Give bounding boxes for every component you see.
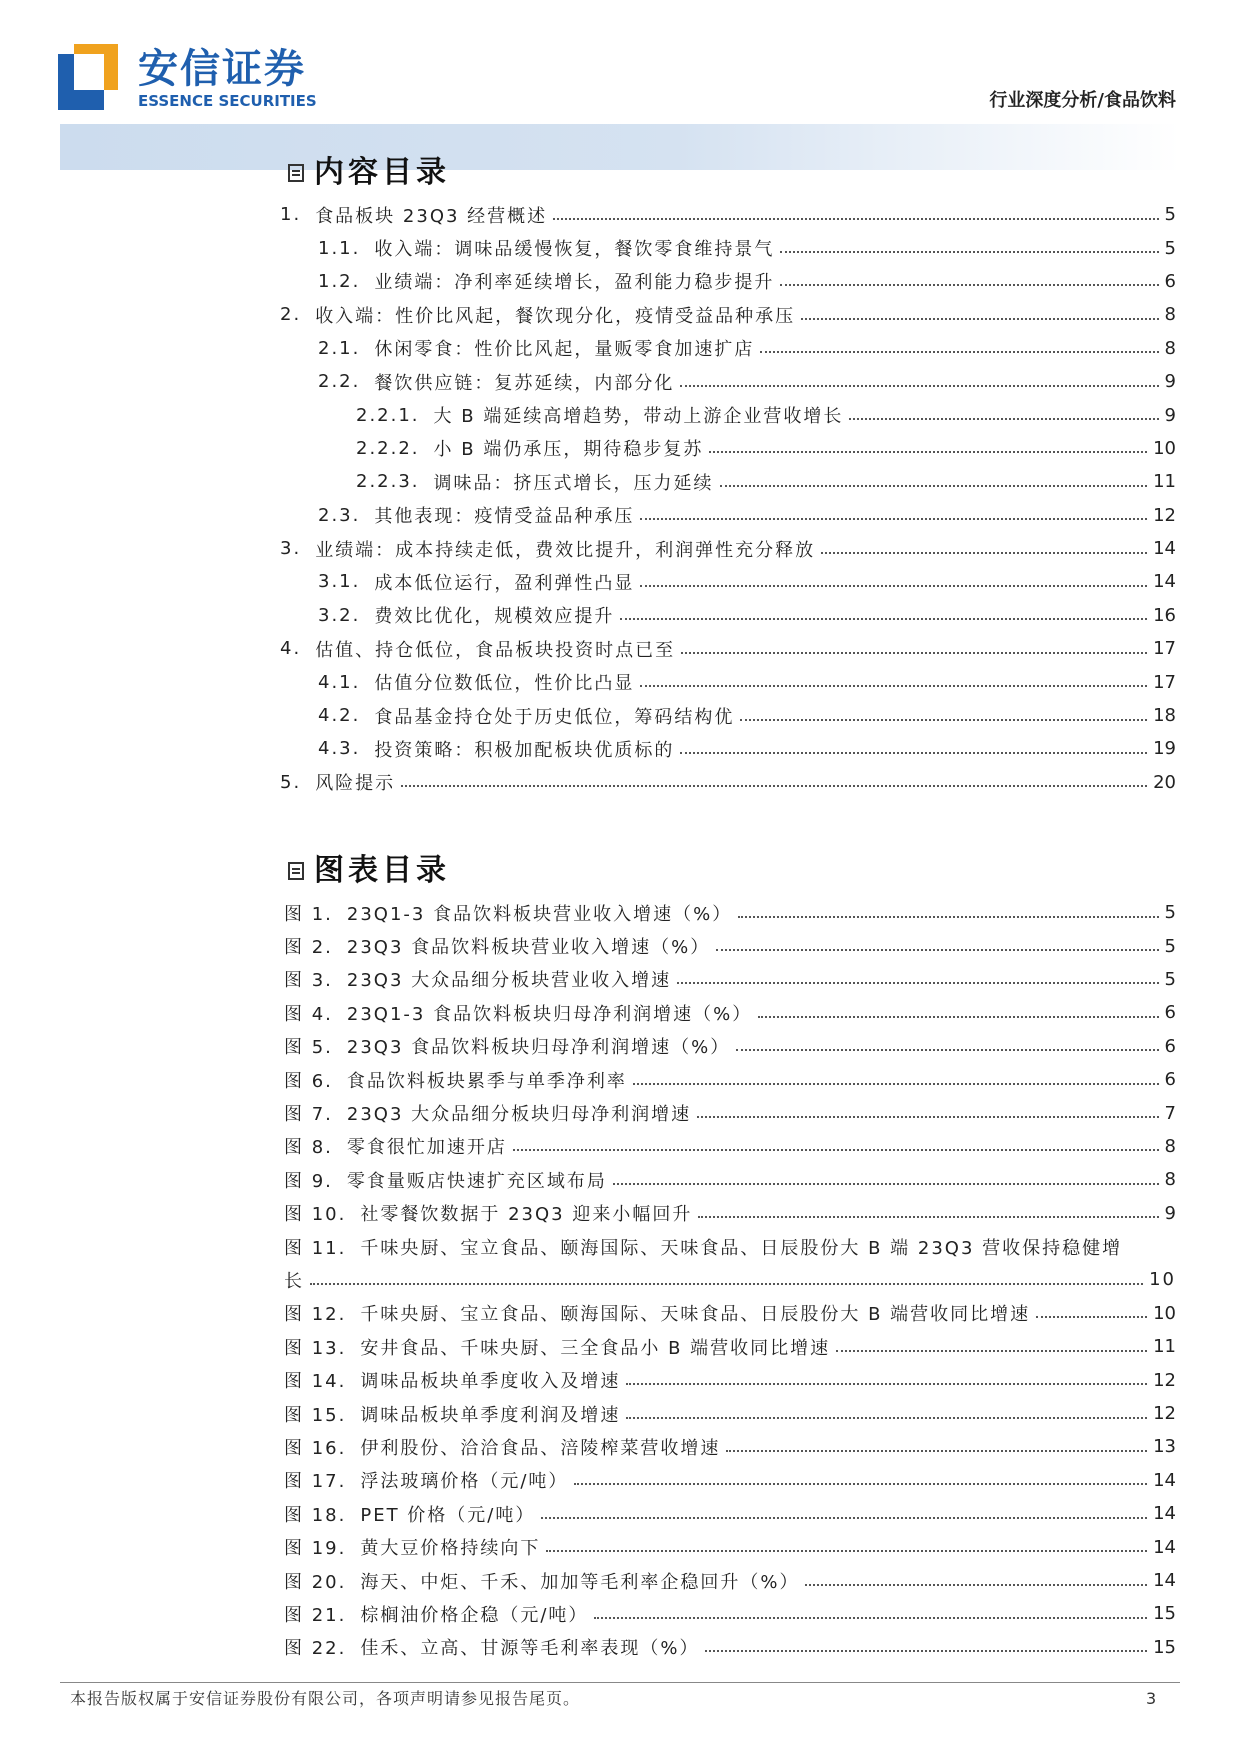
toc-entry-number: 4.2.	[318, 705, 361, 727]
report-category: 行业深度分析/食品饮料	[989, 90, 1176, 111]
dot-leader	[640, 685, 1147, 687]
toc-entry-page: 9	[1164, 371, 1176, 393]
figure-entry[interactable]	[272, 963, 1176, 996]
toc-entry-label: 业绩端：净利率延续增长，盈利能力稳步提升	[374, 272, 775, 294]
figure-entry-page: 9	[1164, 1202, 1176, 1224]
figure-entry-page: 14	[1153, 1536, 1176, 1558]
toc-entry-number: 1.	[280, 204, 302, 226]
figure-entry-page: 12	[1153, 1369, 1176, 1391]
dot-leader	[541, 1517, 1147, 1519]
figure-entry-label: 伊利股份、洽洽食品、涪陵榨菜营收增速	[360, 1437, 721, 1459]
toc-entry-label: 业绩端：成本持续走低，费效比提升，利润弹性充分释放	[315, 539, 816, 561]
dot-leader	[801, 318, 1158, 320]
figure-entry[interactable]	[272, 1564, 1176, 1597]
toc-entry[interactable]	[272, 432, 1176, 465]
dot-leader	[546, 1550, 1147, 1552]
figures-list	[272, 896, 1176, 1664]
toc-entry-number: 1.2.	[318, 270, 361, 292]
toc-entry-number: 2.2.3.	[356, 471, 420, 493]
toc-entry[interactable]	[272, 231, 1176, 264]
figure-entry-label: 千味央厨、宝立食品、颐海国际、天味食品、日辰股份大 B 端营收同比增速	[360, 1304, 1031, 1326]
toc-entry-label: 费效比优化，规模效应提升	[374, 606, 615, 628]
figure-entry[interactable]	[272, 1363, 1176, 1396]
figure-entry-label: 浮法玻璃价格（元/吨）	[360, 1471, 569, 1493]
toc-entry-label: 调味品：挤压式增长，压力延续	[433, 472, 714, 494]
document-icon	[288, 164, 304, 182]
logo-name-en: ESSENCE SECURITIES	[138, 92, 317, 110]
figure-entry-label: 23Q3 大众品细分板块归母净利润增速	[346, 1104, 692, 1126]
figures-section	[284, 850, 1176, 1664]
toc-section	[280, 152, 1176, 799]
toc-entry[interactable]	[272, 632, 1176, 665]
toc-entry[interactable]	[272, 665, 1176, 698]
figure-entry-number: 图 17.	[284, 1471, 347, 1493]
figure-entry-label: 安井食品、千味央厨、三全食品小 B 端营收同比增速	[360, 1337, 831, 1359]
toc-entry-page: 16	[1153, 604, 1176, 626]
figure-entry-number: 图 2.	[284, 937, 333, 959]
figure-entry-label: 零食很忙加速开店	[346, 1137, 507, 1159]
figure-entry-label: 食品饮料板块累季与单季净利率	[346, 1070, 627, 1092]
toc-entry-number: 2.3.	[318, 504, 361, 526]
dot-leader	[513, 1149, 1159, 1151]
dot-leader	[758, 1016, 1158, 1018]
figure-entry-page: 6	[1164, 1035, 1176, 1057]
toc-entry-label: 其他表现：疫情受益品种承压	[374, 506, 635, 528]
toc-entry-number: 3.1.	[318, 571, 361, 593]
figure-entry-label: 零食量贩店快速扩充区域布局	[346, 1170, 607, 1192]
toc-entry-page: 19	[1153, 738, 1176, 760]
toc-entry[interactable]	[272, 398, 1176, 431]
figure-entry-number: 图 11.	[284, 1237, 347, 1259]
figures-title: 图表目录	[314, 853, 450, 888]
dot-leader	[626, 1383, 1147, 1385]
figure-entry-page: 8	[1164, 1169, 1176, 1191]
dot-leader	[1036, 1316, 1147, 1318]
figure-entry-number: 图 12.	[284, 1304, 347, 1326]
toc-entry-page: 17	[1153, 638, 1176, 660]
figure-entry-page: 14	[1153, 1570, 1176, 1592]
figure-entry[interactable]	[272, 1464, 1176, 1497]
figure-entry[interactable]	[272, 1530, 1176, 1563]
figure-entry-label: 23Q3 大众品细分板块营业收入增速	[346, 970, 672, 992]
toc-entry[interactable]	[272, 532, 1176, 565]
figure-entry-page: 5	[1164, 968, 1176, 990]
figure-entry[interactable]	[272, 996, 1176, 1029]
dot-leader	[680, 385, 1158, 387]
dot-leader	[310, 1283, 1143, 1285]
figure-entry-page: 7	[1164, 1102, 1176, 1124]
toc-entry[interactable]	[272, 298, 1176, 331]
toc-entry-number: 2.	[280, 304, 302, 326]
dot-leader	[680, 752, 1147, 754]
dot-leader	[780, 251, 1158, 253]
dot-leader	[849, 418, 1158, 420]
toc-entry-page: 14	[1153, 571, 1176, 593]
figure-entry-page: 10	[1153, 1302, 1176, 1324]
dot-leader	[740, 719, 1147, 721]
figure-entry-label: 23Q1-3 食品饮料板块营业收入增速（%）	[346, 903, 733, 925]
figure-entry-number: 图 7.	[284, 1104, 333, 1126]
dot-leader	[760, 351, 1158, 353]
figure-entry-label: 23Q3 食品饮料板块归母净利润增速（%）	[346, 1037, 731, 1059]
figure-entry[interactable]	[272, 1330, 1176, 1363]
toc-entry-number: 4.1.	[318, 671, 361, 693]
toc-entry-page: 20	[1153, 771, 1176, 793]
dot-leader	[780, 284, 1158, 286]
toc-entry-page: 5	[1164, 204, 1176, 226]
toc-entry-page: 8	[1164, 304, 1176, 326]
logo-name-cn: 安信证券	[138, 46, 306, 92]
figure-entry-number: 图 6.	[284, 1070, 333, 1092]
toc-entry[interactable]	[272, 265, 1176, 298]
figure-entry[interactable]	[272, 896, 1176, 929]
figure-entry-page: 14	[1153, 1503, 1176, 1525]
figure-entry-page: 12	[1153, 1403, 1176, 1425]
toc-title: 内容目录	[314, 155, 450, 190]
dot-leader	[574, 1483, 1147, 1485]
toc-entry-page: 18	[1153, 705, 1176, 727]
figure-entry[interactable]	[272, 1063, 1176, 1096]
logo-mark-icon	[58, 44, 118, 110]
toc-entry-number: 4.3.	[318, 738, 361, 760]
figure-entry[interactable]	[272, 1597, 1176, 1630]
figure-entry-page: 10	[1149, 1269, 1176, 1291]
dot-leader	[626, 1417, 1147, 1419]
dot-leader	[594, 1617, 1147, 1619]
toc-entry-page: 12	[1153, 504, 1176, 526]
dot-leader	[697, 1116, 1158, 1118]
dot-leader	[709, 451, 1147, 453]
figure-entry-page: 15	[1153, 1636, 1176, 1658]
toc-entry-page: 14	[1153, 538, 1176, 560]
figure-entry[interactable]	[272, 1497, 1176, 1530]
toc-entry-label: 大 B 端延续高增趋势，带动上游企业营收增长	[433, 406, 844, 428]
dot-leader	[401, 785, 1147, 787]
figure-entry-label-continued: 长	[284, 1270, 304, 1292]
toc-entry-label: 食品板块 23Q3 经营概述	[315, 205, 548, 227]
dot-leader	[677, 982, 1158, 984]
toc-entry-number: 5.	[280, 771, 302, 793]
company-logo	[58, 44, 358, 114]
dot-leader	[738, 916, 1158, 918]
figure-entry-number: 图 19.	[284, 1538, 347, 1560]
figure-entry[interactable]	[272, 1163, 1176, 1196]
figure-entry-number: 图 16.	[284, 1437, 347, 1459]
dot-leader	[640, 518, 1147, 520]
figure-entry-number: 图 10.	[284, 1204, 347, 1226]
figure-entry-line-1	[284, 1230, 1122, 1263]
figure-entry-label: 调味品板块单季度收入及增速	[360, 1371, 621, 1393]
dot-leader	[716, 949, 1158, 951]
figure-entry-number: 图 21.	[284, 1604, 347, 1626]
toc-entry-number: 3.	[280, 538, 302, 560]
figure-entry[interactable]	[272, 1197, 1176, 1230]
figure-entry-page: 6	[1164, 1002, 1176, 1024]
dot-leader	[821, 552, 1147, 554]
toc-entry-label: 小 B 端仍承压，期待稳步复苏	[433, 439, 704, 461]
footer-divider	[60, 1682, 1180, 1683]
toc-list	[272, 198, 1176, 799]
toc-entry[interactable]	[272, 465, 1176, 498]
figure-entry[interactable]	[272, 1030, 1176, 1063]
dot-leader	[620, 618, 1147, 620]
toc-entry-label: 估值分位数低位，性价比凸显	[374, 673, 635, 695]
figure-entry[interactable]	[272, 1430, 1176, 1463]
toc-entry-page: 8	[1164, 337, 1176, 359]
figure-entry-number: 图 1.	[284, 903, 333, 925]
toc-entry-label: 食品基金持仓处于历史低位，筹码结构优	[374, 706, 735, 728]
dot-leader	[681, 652, 1147, 654]
figure-entry-label: 棕榈油价格企稳（元/吨）	[360, 1604, 589, 1626]
dot-leader	[613, 1183, 1159, 1185]
toc-entry-number: 3.2.	[318, 604, 361, 626]
toc-entry-page: 5	[1164, 237, 1176, 259]
toc-entry-label: 成本低位运行，盈利弹性凸显	[374, 572, 635, 594]
figure-entry-number: 图 15.	[284, 1404, 347, 1426]
dot-leader	[736, 1049, 1158, 1051]
figure-entry-label: 黄大豆价格持续向下	[360, 1538, 541, 1560]
toc-entry-number: 2.2.1.	[356, 404, 420, 426]
toc-entry[interactable]	[272, 365, 1176, 398]
figure-entry-page: 6	[1164, 1069, 1176, 1091]
toc-entry-label: 收入端：性价比风起，餐饮现分化，疫情受益品种承压	[315, 305, 796, 327]
toc-entry-label: 估值、持仓低位，食品板块投资时点已至	[315, 639, 676, 661]
dot-leader	[705, 1650, 1147, 1652]
toc-entry-page: 9	[1164, 404, 1176, 426]
toc-entry[interactable]	[272, 499, 1176, 532]
toc-entry-number: 2.2.2.	[356, 437, 420, 459]
dot-leader	[726, 1450, 1147, 1452]
figure-entry[interactable]	[272, 1631, 1176, 1664]
figure-entry-number: 图 3.	[284, 970, 333, 992]
figure-entry-label: 佳禾、立高、甘源等毛利率表现（%）	[360, 1638, 700, 1660]
figure-entry-number: 图 5.	[284, 1037, 333, 1059]
toc-entry[interactable]	[272, 332, 1176, 365]
toc-entry-page: 6	[1164, 270, 1176, 292]
figure-entry-label: 调味品板块单季度利润及增速	[360, 1404, 621, 1426]
toc-entry-label: 投资策略：积极加配板块优质标的	[374, 739, 675, 761]
dot-leader	[633, 1083, 1159, 1085]
toc-entry-number: 2.1.	[318, 337, 361, 359]
toc-entry-label: 餐饮供应链：复苏延续，内部分化	[374, 372, 675, 394]
figure-entry-number: 图 14.	[284, 1371, 347, 1393]
figure-entry-label: 海天、中炬、千禾、加加等毛利率企稳回升（%）	[360, 1571, 800, 1593]
figure-entry[interactable]	[272, 1397, 1176, 1430]
dot-leader	[720, 485, 1148, 487]
dot-leader	[836, 1350, 1147, 1352]
dot-leader	[698, 1216, 1158, 1218]
figure-entry-label: 社零餐饮数据于 23Q3 迎来小幅回升	[360, 1204, 693, 1226]
toc-entry-page: 17	[1153, 671, 1176, 693]
toc-header	[288, 152, 1176, 194]
toc-entry[interactable]	[272, 565, 1176, 598]
figure-entry-number: 图 20.	[284, 1571, 347, 1593]
figure-entry-number: 图 4.	[284, 1003, 333, 1025]
toc-entry[interactable]	[272, 198, 1176, 231]
dot-leader	[553, 218, 1158, 220]
dot-leader	[805, 1584, 1147, 1586]
figure-entry[interactable]	[272, 1096, 1176, 1129]
figure-entry-page: 15	[1153, 1603, 1176, 1625]
figure-entry[interactable]	[272, 1297, 1176, 1330]
figure-entry[interactable]	[272, 929, 1176, 962]
toc-entry[interactable]	[272, 766, 1176, 799]
figure-entry-label: PET 价格（元/吨）	[360, 1504, 536, 1526]
toc-entry-label: 收入端：调味品缓慢恢复，餐饮零食维持景气	[374, 239, 775, 261]
figure-entry[interactable]	[272, 1230, 1176, 1297]
toc-entry-label: 休闲零食：性价比风起，量贩零食加速扩店	[374, 339, 755, 361]
figure-entry-number: 图 22.	[284, 1638, 347, 1660]
toc-entry-page: 10	[1153, 437, 1176, 459]
figure-entry-page: 8	[1164, 1135, 1176, 1157]
figure-entry-label: 23Q3 食品饮料板块营业收入增速（%）	[346, 937, 711, 959]
toc-entry-label: 风险提示	[315, 773, 396, 795]
figure-entry[interactable]	[272, 1130, 1176, 1163]
toc-entry-number: 1.1.	[318, 237, 361, 259]
toc-entry-number: 4.	[280, 638, 302, 660]
document-icon	[288, 862, 304, 880]
figure-entry-label: 千味央厨、宝立食品、颐海国际、天味食品、日辰股份大 B 端 23Q3 营收保持稳健增	[360, 1237, 1123, 1259]
figures-header	[288, 850, 1176, 892]
figure-entry-number: 图 9.	[284, 1170, 333, 1192]
toc-entry[interactable]	[272, 732, 1176, 765]
figure-entry-number: 图 13.	[284, 1337, 347, 1359]
figure-entry-page: 13	[1153, 1436, 1176, 1458]
figure-entry-number: 图 18.	[284, 1504, 347, 1526]
figure-entry-label: 23Q1-3 食品饮料板块归母净利润增速（%）	[346, 1003, 753, 1025]
figure-entry-page: 11	[1153, 1336, 1176, 1358]
figure-entry-number: 图 8.	[284, 1137, 333, 1159]
toc-entry[interactable]	[272, 599, 1176, 632]
toc-entry-number: 2.2.	[318, 371, 361, 393]
toc-entry-page: 11	[1153, 471, 1176, 493]
footer-disclaimer: 本报告版权属于安信证券股份有限公司，各项声明请参见报告尾页。	[70, 1689, 581, 1708]
page-number: 3	[1146, 1689, 1157, 1708]
figure-entry-page: 5	[1164, 935, 1176, 957]
figure-entry-page: 14	[1153, 1469, 1176, 1491]
dot-leader	[640, 585, 1147, 587]
figure-entry-line-2	[272, 1263, 1176, 1296]
figure-entry-page: 5	[1164, 902, 1176, 924]
toc-entry[interactable]	[272, 699, 1176, 732]
